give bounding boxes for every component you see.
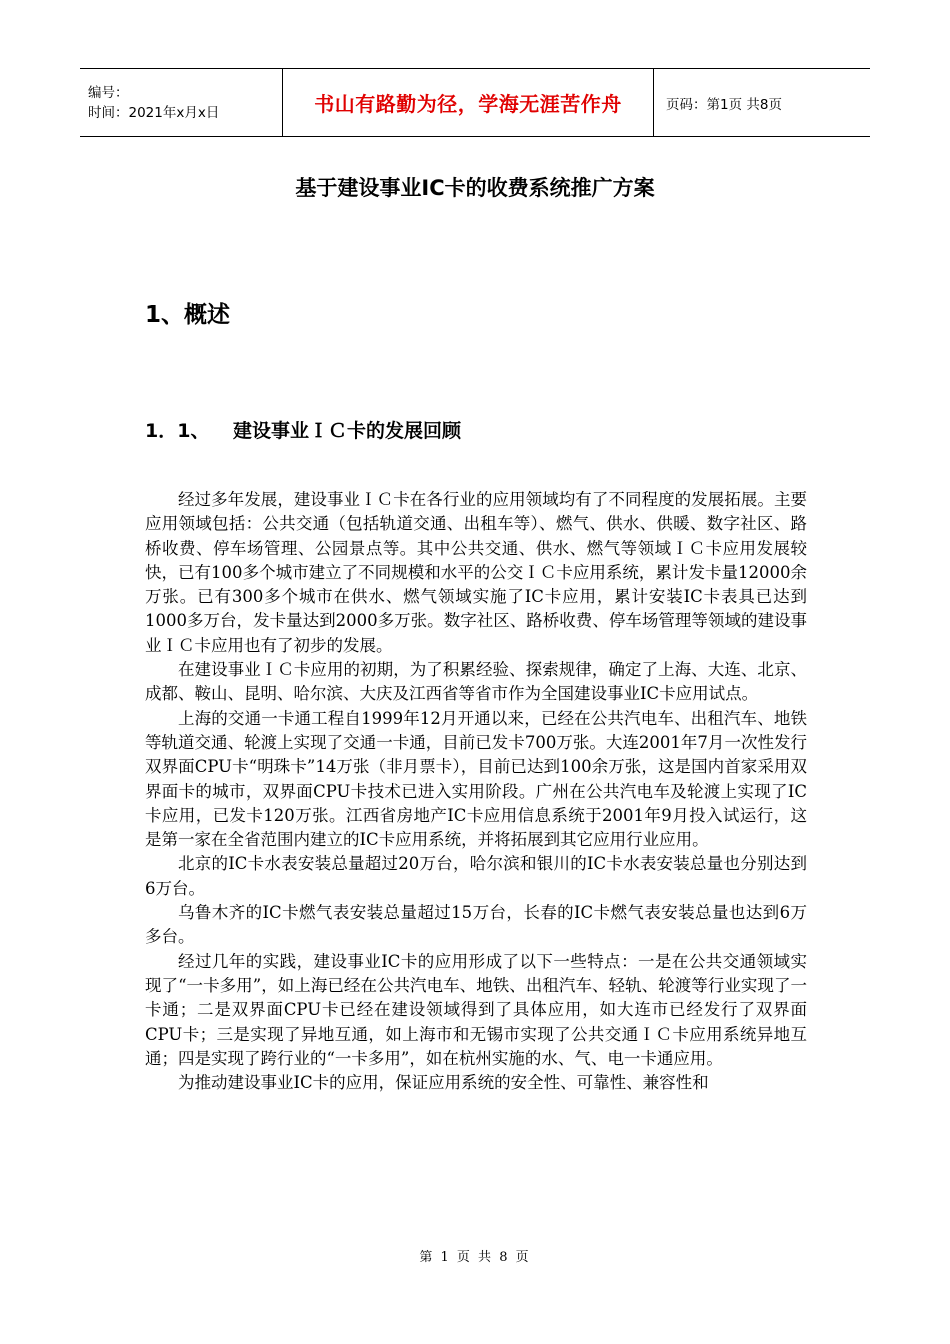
paragraph: 为推动建设事业IC卡的应用，保证应用系统的安全性、可靠性、兼容性和 — [178, 1073, 709, 1093]
paragraph: 经过多年发展，建设事业ＩＣ卡在各行业的应用领域均有了不同程度的发展拓展。主要应用领域包括：公共交通（包括轨道交通、出租车等）、燃气、供水、供暖、数字社区、路桥收费、停车场管理、公园景点等。其中公共交通、供水、燃气等领域ＩＣ卡应用发展较快，已有100多个城市建立了不同规模和水平的公交ＩＣ卡应用系统，累计发卡量12000余万张。已有300多个城市在供水、燃气领域实施了IC卡应用，累计安装IC卡表具已达到1000多万台，发卡量达到2000多万张。数字社区、路桥收费、停车场管理等领域的建设事业ＩＣ卡应用也有了初步的发展。 — [145, 490, 807, 655]
paragraph: 乌鲁木齐的IC卡燃气表安装总量超过15万台，长春的IC卡燃气表安装总量也达到6万多台。 — [145, 903, 807, 947]
paragraph: 经过几年的实践，建设事业IC卡的应用形成了以下一些特点：一是在公共交通领域实现了“一卡多用”，如上海已经在公共汽电车、地铁、出租汽车、轻轨、轮渡等行业实现了一卡通；二是双界面CPU卡已经在建设领域得到了具体应用，如大连市已经发行了双界面CPU卡；三是实现了异地互通，如上海市和无锡市实现了公共交通ＩＣ卡应用系统异地互通；四是实现了跨行业的“一卡多用”，如在杭州实施的水、气、电一卡通应用。 — [145, 951, 807, 1068]
number-label: 编号： — [88, 84, 129, 101]
header-table — [80, 68, 870, 137]
document-title: 基于建设事业IC卡的收费系统推广方案 — [295, 176, 655, 200]
body-text — [145, 488, 807, 1095]
subsection-title: 建设事业ＩＣ卡的发展回顾 — [233, 420, 462, 442]
paragraph: 上海的交通一卡通工程自1999年12月开通以来，已经在公共汽电车、出租汽车、地铁等轨道交通、轮渡上实现了交通一卡通，目前已发卡700万张。大连2001年7月一次性发行双界面CPU卡“明珠卡”14万张（非月票卡），目前已达到100余万张，这是国内首家采用双界面卡的城市，双界面CPU卡技术已进入实用阶段。广州在公共汽电车及轮渡上实现了IC卡应用，已发卡120万张。江西省房地产IC卡应用信息系统于2001年9月投入试运行，这是第一家在全省范围内建立的IC卡应用系统，并将拓展到其它应用行业应用。 — [145, 708, 807, 850]
date-text: 时间：2021年x月x日 — [88, 104, 220, 121]
header-motto-cell — [282, 69, 654, 136]
paragraph: 在建设事业ＩＣ卡应用的初期，为了积累经验、探索规律，确定了上海、大连、北京、成都、鞍山、昆明、哈尔滨、大庆及江西省等省市作为全国建设事业IC卡应用试点。 — [145, 660, 807, 704]
paragraph: 北京的IC卡水表安装总量超过20万台，哈尔滨和银川的IC卡水表安装总量也分别达到6万台。 — [145, 854, 807, 898]
subsection-number: 1．1、 — [145, 420, 210, 442]
header-page-cell — [654, 69, 870, 136]
header-meta-cell — [80, 69, 282, 136]
page-footer: 第 1 页 共 8 页 — [419, 1250, 531, 1265]
page-info: 页码：第1页 共8页 — [666, 96, 782, 113]
motto-text: 书山有路勤为径，学海无涯苦作舟 — [314, 92, 622, 116]
section-heading: 1、概述 — [145, 302, 231, 328]
subsection-heading — [145, 416, 461, 443]
